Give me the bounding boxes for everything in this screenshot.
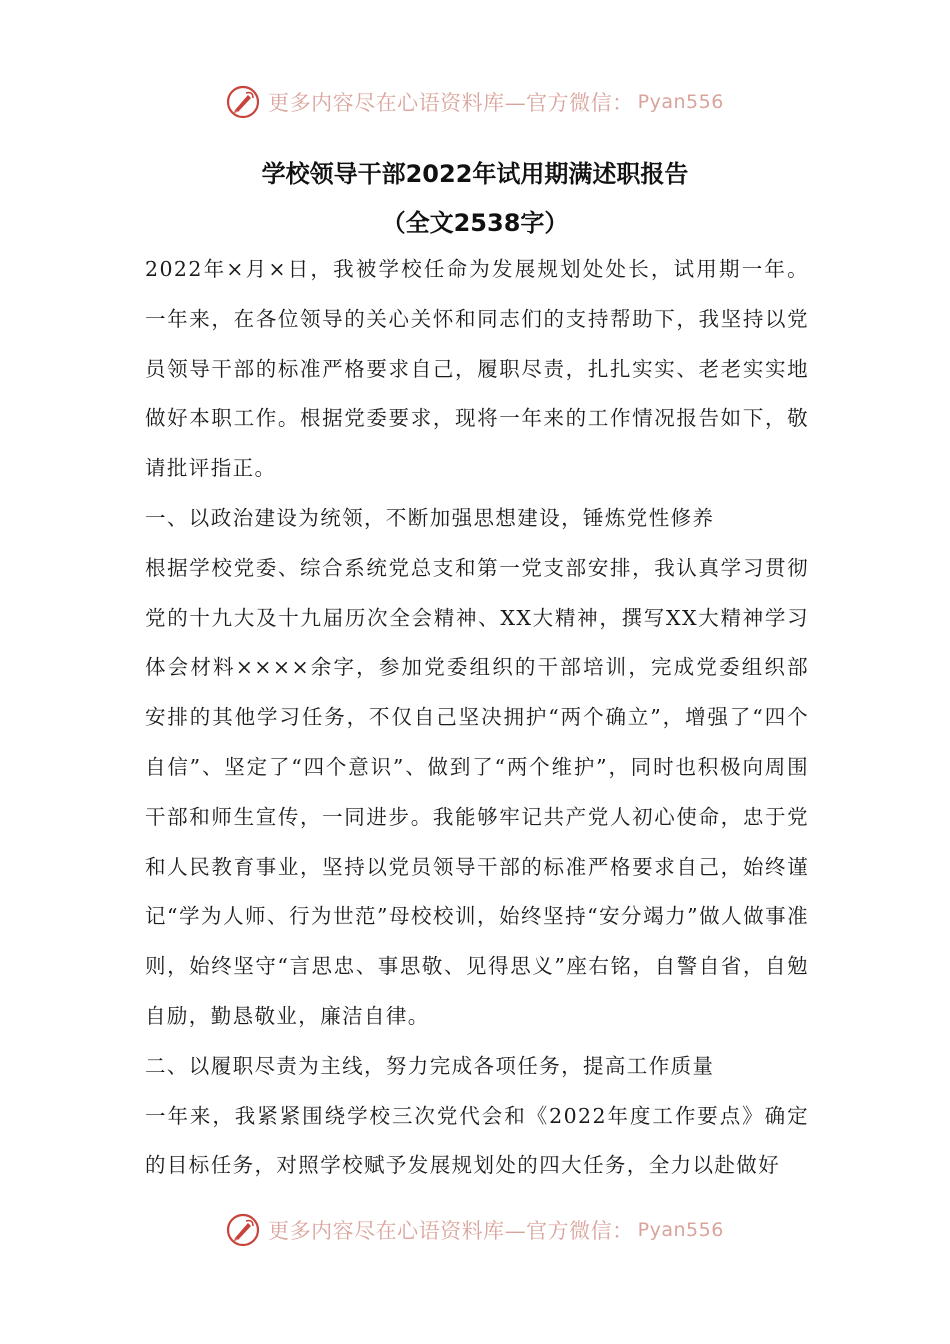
document-title: 学校领导干部2022年试用期满述职报告 [261,160,689,188]
watermark-text: 更多内容尽在心语资料库—官方微信： [268,1219,634,1243]
watermark-text: 更多内容尽在心语资料库—官方微信： [268,91,634,115]
pen-logo-icon [226,1213,260,1247]
section-heading-1: 一、以政治建设为统领，不断加强思想建设，锤炼党性修养 [145,505,715,530]
watermark-footer [0,1210,950,1250]
document-subtitle: （全文2538字） [381,209,569,237]
paragraph-section-2: 一年来，我紧紧围绕学校三次党代会和《2022年度工作要点》确定的目标任务，对照学校赋予发展规划处的四大任务，全力以赴做好 [145,1103,809,1178]
document-body [145,245,809,1191]
paragraph-intro: 2022年×月×日，我被学校任命为发展规划处处长，试用期一年。一年来，在各位领导的关心关怀和同志们的支持帮助下，我坚持以党员领导干部的标准严格要求自己，履职尽责，扎扎实实、老老实实地做好本职工作。根据党委要求，现将一年来的工作情况报告如下，敬请批评指正。 [145,257,809,481]
paragraph-section-1: 根据学校党委、综合系统党总支和第一党支部安排，我认真学习贯彻党的十九大及十九届历次全会精神、XX大精神，撰写XX大精神学习体会材料××××余字，参加党委组织的干部培训，完成党委组织部安排的其他学习任务，不仅自己坚决拥护“两个确立”，增强了“四个自信”、坚定了“四个意识”、做到了“两个维护”，同时也积极向周围干部和师生宣传，一同进步。我能够牢记共产党人初心使命，忠于党和人民教育事业，坚持以党员领导干部的标准严格要求自己，始终谨记“学为人师、行为世范”母校校训，始终坚持“安分竭力”做人做事准则，始终坚守“言思忠、事思敬、见得思义”座右铭，自警自省，自勉自励，勤恳敬业，廉洁自律。 [145,555,809,1028]
section-heading-2: 二、以履职尽责为主线，努力完成各项任务，提高工作质量 [145,1053,715,1078]
watermark-header [0,82,950,122]
pen-logo-icon [226,85,260,119]
watermark-wechat-id: Pyan556 [637,1219,724,1241]
watermark-wechat-id: Pyan556 [637,91,724,113]
